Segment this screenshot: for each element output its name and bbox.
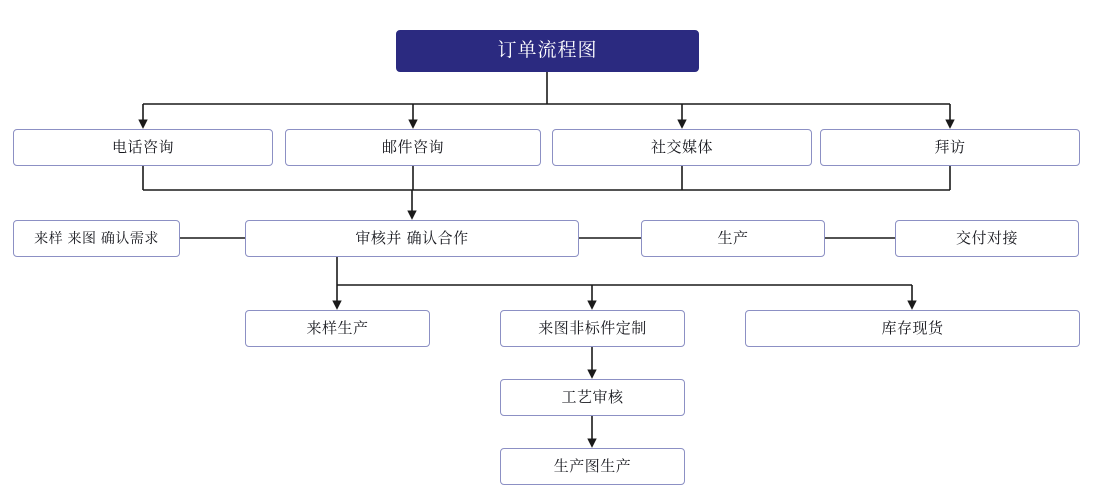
node-process-review[interactable]: 工艺审核 — [500, 379, 685, 416]
node-social-media[interactable]: 社交媒体 — [552, 129, 812, 166]
node-custom-nonstandard[interactable]: 来图非标件定制 — [500, 310, 685, 347]
node-production-drawing[interactable]: 生产图生产 — [500, 448, 685, 485]
node-stock-inventory[interactable]: 库存现货 — [745, 310, 1080, 347]
node-title[interactable]: 订单流程图 — [396, 30, 699, 72]
node-visit[interactable]: 拜访 — [820, 129, 1080, 166]
node-email-inquiry[interactable]: 邮件咨询 — [285, 129, 541, 166]
node-phone-inquiry[interactable]: 电话咨询 — [13, 129, 273, 166]
node-sample-production[interactable]: 来样生产 — [245, 310, 430, 347]
node-review-confirm-cooperation[interactable]: 审核并 确认合作 — [245, 220, 579, 257]
node-sample-requirements[interactable]: 来样 来图 确认需求 — [13, 220, 180, 257]
node-production[interactable]: 生产 — [641, 220, 825, 257]
node-delivery-coordination[interactable]: 交付对接 — [895, 220, 1079, 257]
